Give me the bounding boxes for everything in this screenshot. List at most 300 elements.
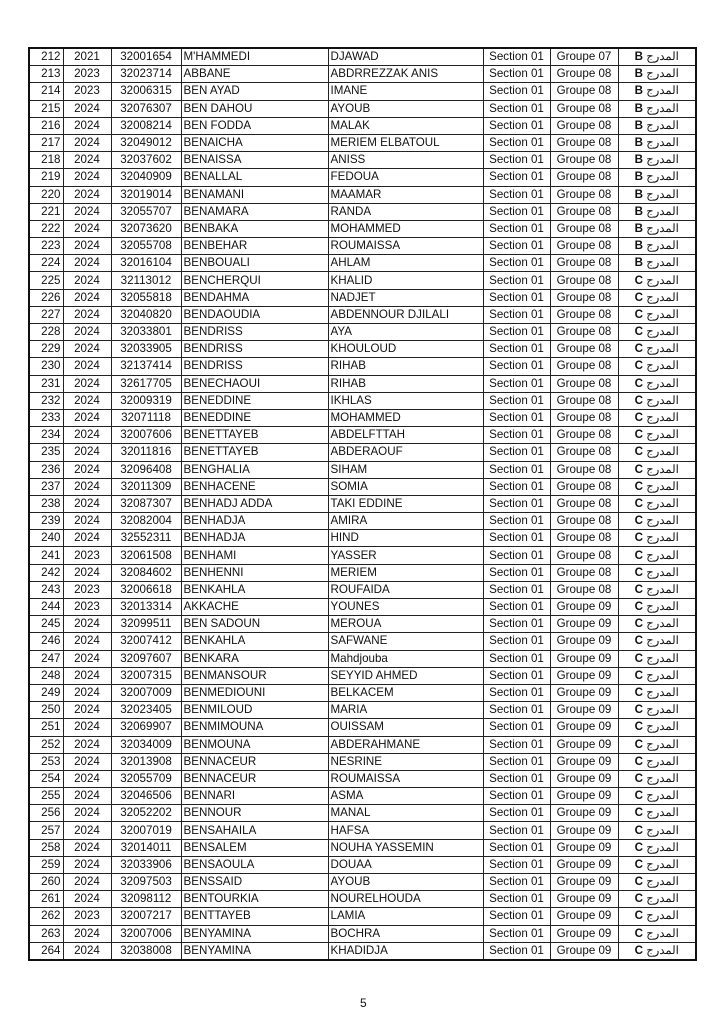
table-row <box>29 856 696 873</box>
row-number-cell: 230 <box>29 358 63 375</box>
hall-letter: C <box>634 875 643 889</box>
year-cell: 2024 <box>63 633 111 650</box>
last-name-cell: BEN FODDA <box>181 117 328 134</box>
table-row <box>29 874 696 891</box>
hall-letter: C <box>634 428 643 442</box>
student-id-cell: 32073620 <box>111 220 181 237</box>
groupe-cell: Groupe 09 <box>550 942 618 960</box>
section-cell: Section 01 <box>483 667 550 684</box>
hall-label: المدرج <box>646 806 679 820</box>
year-cell: 2024 <box>63 358 111 375</box>
first-name-cell: ABDELFTTAH <box>328 427 483 444</box>
table-row <box>29 289 696 306</box>
first-name-cell: NOURELHOUDA <box>328 891 483 908</box>
last-name-cell: BEN DAHOU <box>181 100 328 117</box>
hall-cell <box>618 409 696 426</box>
table-row <box>29 942 696 960</box>
groupe-cell: Groupe 09 <box>550 719 618 736</box>
student-id-cell: 32007217 <box>111 908 181 925</box>
last-name-cell: BEN AYAD <box>181 83 328 100</box>
groupe-cell: Groupe 09 <box>550 599 618 616</box>
first-name-cell: IMANE <box>328 83 483 100</box>
hall-cell <box>618 616 696 633</box>
hall-letter: B <box>634 153 643 167</box>
hall-cell <box>618 169 696 186</box>
hall-label: المدرج <box>646 686 679 700</box>
first-name-cell: RIHAB <box>328 358 483 375</box>
row-number-cell: 217 <box>29 134 63 151</box>
last-name-cell: BENAMARA <box>181 203 328 220</box>
section-cell: Section 01 <box>483 581 550 598</box>
row-number-cell: 259 <box>29 856 63 873</box>
first-name-cell: FEDOUA <box>328 169 483 186</box>
hall-letter: C <box>634 307 643 321</box>
student-id-cell: 32055707 <box>111 203 181 220</box>
first-name-cell: OUISSAM <box>328 719 483 736</box>
hall-cell <box>618 942 696 960</box>
section-cell: Section 01 <box>483 66 550 83</box>
table-row <box>29 616 696 633</box>
hall-letter: C <box>634 909 643 923</box>
hall-cell <box>618 255 696 272</box>
hall-cell <box>618 375 696 392</box>
row-number-cell: 228 <box>29 324 63 341</box>
section-cell: Section 01 <box>483 324 550 341</box>
groupe-cell: Groupe 08 <box>550 564 618 581</box>
section-cell: Section 01 <box>483 719 550 736</box>
hall-letter: C <box>634 565 643 579</box>
first-name-cell: HIND <box>328 530 483 547</box>
hall-label: المدرج <box>646 875 679 889</box>
row-number-cell: 234 <box>29 427 63 444</box>
groupe-cell: Groupe 09 <box>550 667 618 684</box>
hall-label: المدرج <box>646 565 679 579</box>
last-name-cell: BENMOUNA <box>181 736 328 753</box>
row-number-cell: 245 <box>29 616 63 633</box>
last-name-cell: BENDAHMA <box>181 289 328 306</box>
hall-letter: C <box>634 789 643 803</box>
first-name-cell: ABDERAOUF <box>328 444 483 461</box>
section-cell: Section 01 <box>483 461 550 478</box>
groupe-cell: Groupe 08 <box>550 152 618 169</box>
year-cell: 2024 <box>63 324 111 341</box>
groupe-cell: Groupe 08 <box>550 272 618 289</box>
section-cell: Section 01 <box>483 186 550 203</box>
first-name-cell: MERIEM <box>328 564 483 581</box>
table-row <box>29 117 696 134</box>
first-name-cell: MANAL <box>328 805 483 822</box>
hall-letter: C <box>634 823 643 837</box>
hall-label: المدرج <box>646 256 679 270</box>
row-number-cell: 236 <box>29 461 63 478</box>
student-id-cell: 32617705 <box>111 375 181 392</box>
section-cell: Section 01 <box>483 856 550 873</box>
groupe-cell: Groupe 08 <box>550 375 618 392</box>
hall-cell <box>618 925 696 942</box>
first-name-cell: ROUMAISSA <box>328 770 483 787</box>
table-row <box>29 152 696 169</box>
first-name-cell: MOHAMMED <box>328 220 483 237</box>
table-row <box>29 495 696 512</box>
first-name-cell: YASSER <box>328 547 483 564</box>
table-row <box>29 702 696 719</box>
hall-label: المدرج <box>646 273 679 287</box>
hall-cell <box>618 100 696 117</box>
section-cell: Section 01 <box>483 117 550 134</box>
first-name-cell: DOUAA <box>328 856 483 873</box>
groupe-cell: Groupe 09 <box>550 925 618 942</box>
student-id-cell: 32055818 <box>111 289 181 306</box>
row-number-cell: 232 <box>29 392 63 409</box>
section-cell: Section 01 <box>483 822 550 839</box>
groupe-cell: Groupe 08 <box>550 306 618 323</box>
hall-cell <box>618 289 696 306</box>
last-name-cell: BENETTAYEB <box>181 444 328 461</box>
table-row <box>29 392 696 409</box>
hall-cell <box>618 822 696 839</box>
hall-cell <box>618 272 696 289</box>
year-cell: 2024 <box>63 719 111 736</box>
hall-label: المدرج <box>646 67 679 81</box>
student-id-cell: 32046506 <box>111 788 181 805</box>
hall-cell <box>618 152 696 169</box>
table-row <box>29 100 696 117</box>
student-id-cell: 32137414 <box>111 358 181 375</box>
last-name-cell: ABBANE <box>181 66 328 83</box>
groupe-cell: Groupe 08 <box>550 324 618 341</box>
section-cell: Section 01 <box>483 702 550 719</box>
hall-label: المدرج <box>646 136 679 150</box>
year-cell: 2024 <box>63 770 111 787</box>
hall-cell <box>618 547 696 564</box>
hall-cell <box>618 702 696 719</box>
year-cell: 2024 <box>63 702 111 719</box>
student-id-cell: 32040909 <box>111 169 181 186</box>
hall-letter: B <box>634 101 643 115</box>
student-id-cell: 32008214 <box>111 117 181 134</box>
hall-cell <box>618 478 696 495</box>
row-number-cell: 257 <box>29 822 63 839</box>
hall-cell <box>618 203 696 220</box>
section-cell: Section 01 <box>483 925 550 942</box>
last-name-cell: BENMIMOUNA <box>181 719 328 736</box>
last-name-cell: BENECHAOUI <box>181 375 328 392</box>
year-cell: 2024 <box>63 461 111 478</box>
row-number-cell: 218 <box>29 152 63 169</box>
first-name-cell: MARIA <box>328 702 483 719</box>
first-name-cell: DJAWAD <box>328 48 483 66</box>
row-number-cell: 260 <box>29 874 63 891</box>
last-name-cell: BENAMANI <box>181 186 328 203</box>
hall-letter: B <box>634 136 643 150</box>
hall-label: المدرج <box>646 514 679 528</box>
groupe-cell: Groupe 08 <box>550 255 618 272</box>
last-name-cell: BENHADJA <box>181 513 328 530</box>
last-name-cell: BENEDDINE <box>181 392 328 409</box>
hall-cell <box>618 220 696 237</box>
hall-label: المدرج <box>646 703 679 717</box>
first-name-cell: BELKACEM <box>328 684 483 701</box>
hall-label: المدرج <box>646 668 679 682</box>
groupe-cell: Groupe 09 <box>550 856 618 873</box>
section-cell: Section 01 <box>483 788 550 805</box>
year-cell: 2024 <box>63 822 111 839</box>
year-cell: 2024 <box>63 152 111 169</box>
year-cell: 2024 <box>63 874 111 891</box>
last-name-cell: BENNACEUR <box>181 753 328 770</box>
groupe-cell: Groupe 09 <box>550 633 618 650</box>
row-number-cell: 229 <box>29 341 63 358</box>
table-row <box>29 375 696 392</box>
groupe-cell: Groupe 08 <box>550 581 618 598</box>
last-name-cell: BENTOURKIA <box>181 891 328 908</box>
last-name-cell: BENNARI <box>181 788 328 805</box>
last-name-cell: BENKAHLA <box>181 581 328 598</box>
student-id-cell: 32087307 <box>111 495 181 512</box>
groupe-cell: Groupe 08 <box>550 478 618 495</box>
section-cell: Section 01 <box>483 684 550 701</box>
row-number-cell: 243 <box>29 581 63 598</box>
row-number-cell: 225 <box>29 272 63 289</box>
row-number-cell: 237 <box>29 478 63 495</box>
hall-cell <box>618 684 696 701</box>
student-id-cell: 32033905 <box>111 341 181 358</box>
first-name-cell: ABDENNOUR DJILALI <box>328 306 483 323</box>
row-number-cell: 239 <box>29 513 63 530</box>
last-name-cell: BENHADJ ADDA <box>181 495 328 512</box>
year-cell: 2023 <box>63 908 111 925</box>
hall-label: المدرج <box>646 376 679 390</box>
student-id-cell: 32049012 <box>111 134 181 151</box>
groupe-cell: Groupe 09 <box>550 736 618 753</box>
groupe-cell: Groupe 09 <box>550 616 618 633</box>
student-id-cell: 32096408 <box>111 461 181 478</box>
hall-label: المدرج <box>646 428 679 442</box>
student-id-cell: 32097607 <box>111 650 181 667</box>
first-name-cell: ROUMAISSA <box>328 238 483 255</box>
table-row <box>29 564 696 581</box>
hall-label: المدرج <box>646 840 679 854</box>
row-number-cell: 212 <box>29 48 63 66</box>
groupe-cell: Groupe 07 <box>550 48 618 66</box>
hall-cell <box>618 874 696 891</box>
section-cell: Section 01 <box>483 444 550 461</box>
hall-label: المدرج <box>646 393 679 407</box>
groupe-cell: Groupe 09 <box>550 684 618 701</box>
groupe-cell: Groupe 09 <box>550 805 618 822</box>
hall-label: المدرج <box>646 50 679 64</box>
hall-label: المدرج <box>646 720 679 734</box>
table-row <box>29 83 696 100</box>
groupe-cell: Groupe 08 <box>550 409 618 426</box>
first-name-cell: ASMA <box>328 788 483 805</box>
hall-letter: B <box>634 50 643 64</box>
hall-letter: C <box>634 411 643 425</box>
groupe-cell: Groupe 08 <box>550 220 618 237</box>
section-cell: Section 01 <box>483 427 550 444</box>
row-number-cell: 224 <box>29 255 63 272</box>
year-cell: 2024 <box>63 925 111 942</box>
groupe-cell: Groupe 08 <box>550 427 618 444</box>
last-name-cell: BENSAOULA <box>181 856 328 873</box>
year-cell: 2021 <box>63 48 111 66</box>
last-name-cell: BENHACENE <box>181 478 328 495</box>
first-name-cell: NESRINE <box>328 753 483 770</box>
year-cell: 2024 <box>63 891 111 908</box>
row-number-cell: 246 <box>29 633 63 650</box>
hall-letter: C <box>634 892 643 906</box>
hall-label: المدرج <box>646 290 679 304</box>
section-cell: Section 01 <box>483 495 550 512</box>
hall-cell <box>618 599 696 616</box>
first-name-cell: AYOUB <box>328 100 483 117</box>
hall-label: المدرج <box>646 496 679 510</box>
groupe-cell: Groupe 08 <box>550 186 618 203</box>
hall-letter: C <box>634 686 643 700</box>
hall-label: المدرج <box>646 582 679 596</box>
student-list-table <box>28 47 697 961</box>
first-name-cell: TAKI EDDINE <box>328 495 483 512</box>
year-cell: 2024 <box>63 805 111 822</box>
table-row <box>29 788 696 805</box>
hall-cell <box>618 719 696 736</box>
groupe-cell: Groupe 08 <box>550 392 618 409</box>
student-id-cell: 32011309 <box>111 478 181 495</box>
hall-cell <box>618 667 696 684</box>
hall-label: المدرج <box>646 617 679 631</box>
row-number-cell: 231 <box>29 375 63 392</box>
hall-label: المدرج <box>646 531 679 545</box>
table-row <box>29 134 696 151</box>
last-name-cell: BENHADJA <box>181 530 328 547</box>
hall-letter: C <box>634 651 643 665</box>
table-body <box>29 48 696 960</box>
section-cell: Section 01 <box>483 599 550 616</box>
year-cell: 2024 <box>63 341 111 358</box>
table-row <box>29 513 696 530</box>
hall-letter: C <box>634 720 643 734</box>
student-id-cell: 32071118 <box>111 409 181 426</box>
last-name-cell: BENYAMINA <box>181 925 328 942</box>
hall-label: المدرج <box>646 857 679 871</box>
table-row <box>29 358 696 375</box>
first-name-cell: IKHLAS <box>328 392 483 409</box>
last-name-cell: BENMANSOUR <box>181 667 328 684</box>
first-name-cell: MERIEM ELBATOUL <box>328 134 483 151</box>
section-cell: Section 01 <box>483 942 550 960</box>
student-id-cell: 32055709 <box>111 770 181 787</box>
student-id-cell: 32552311 <box>111 530 181 547</box>
table-row <box>29 169 696 186</box>
student-id-cell: 32013908 <box>111 753 181 770</box>
section-cell: Section 01 <box>483 203 550 220</box>
table-row <box>29 633 696 650</box>
student-id-cell: 32082004 <box>111 513 181 530</box>
first-name-cell: MOHAMMED <box>328 409 483 426</box>
row-number-cell: 219 <box>29 169 63 186</box>
table-row <box>29 306 696 323</box>
student-id-cell: 32038008 <box>111 942 181 960</box>
year-cell: 2024 <box>63 478 111 495</box>
hall-label: المدرج <box>646 325 679 339</box>
hall-cell <box>618 461 696 478</box>
student-id-cell: 32006618 <box>111 581 181 598</box>
last-name-cell: M'HAMMEDI <box>181 48 328 66</box>
first-name-cell: NADJET <box>328 289 483 306</box>
hall-letter: C <box>634 548 643 562</box>
last-name-cell: BENDRISS <box>181 324 328 341</box>
row-number-cell: 238 <box>29 495 63 512</box>
year-cell: 2023 <box>63 83 111 100</box>
first-name-cell: BOCHRA <box>328 925 483 942</box>
groupe-cell: Groupe 08 <box>550 289 618 306</box>
year-cell: 2023 <box>63 547 111 564</box>
first-name-cell: AHLAM <box>328 255 483 272</box>
year-cell: 2024 <box>63 272 111 289</box>
groupe-cell: Groupe 08 <box>550 444 618 461</box>
last-name-cell: BENNOUR <box>181 805 328 822</box>
table-row <box>29 48 696 66</box>
hall-label: المدرج <box>646 445 679 459</box>
last-name-cell: BENHENNI <box>181 564 328 581</box>
hall-cell <box>618 770 696 787</box>
last-name-cell: BENMILOUD <box>181 702 328 719</box>
hall-letter: C <box>634 445 643 459</box>
section-cell: Section 01 <box>483 633 550 650</box>
hall-letter: C <box>634 342 643 356</box>
section-cell: Section 01 <box>483 100 550 117</box>
hall-letter: C <box>634 926 643 940</box>
hall-cell <box>618 427 696 444</box>
row-number-cell: 258 <box>29 839 63 856</box>
section-cell: Section 01 <box>483 306 550 323</box>
groupe-cell: Groupe 08 <box>550 100 618 117</box>
year-cell: 2024 <box>63 409 111 426</box>
hall-label: المدرج <box>646 359 679 373</box>
section-cell: Section 01 <box>483 152 550 169</box>
hall-letter: C <box>634 806 643 820</box>
table-row <box>29 805 696 822</box>
hall-label: المدرج <box>646 600 679 614</box>
section-cell: Section 01 <box>483 650 550 667</box>
hall-cell <box>618 736 696 753</box>
hall-cell <box>618 581 696 598</box>
year-cell: 2024 <box>63 100 111 117</box>
section-cell: Section 01 <box>483 478 550 495</box>
hall-label: المدرج <box>646 479 679 493</box>
section-cell: Section 01 <box>483 83 550 100</box>
last-name-cell: BENGHALIA <box>181 461 328 478</box>
student-id-cell: 32007009 <box>111 684 181 701</box>
first-name-cell: SIHAM <box>328 461 483 478</box>
student-id-cell: 32040820 <box>111 306 181 323</box>
hall-letter: B <box>634 170 643 184</box>
year-cell: 2024 <box>63 306 111 323</box>
hall-cell <box>618 908 696 925</box>
hall-label: المدرج <box>646 239 679 253</box>
hall-letter: C <box>634 703 643 717</box>
hall-label: المدرج <box>646 462 679 476</box>
hall-letter: C <box>634 393 643 407</box>
hall-letter: C <box>634 376 643 390</box>
student-id-cell: 32007606 <box>111 427 181 444</box>
table-row <box>29 409 696 426</box>
hall-label: المدرج <box>646 789 679 803</box>
student-id-cell: 32011816 <box>111 444 181 461</box>
student-id-cell: 32023405 <box>111 702 181 719</box>
row-number-cell: 220 <box>29 186 63 203</box>
hall-letter: C <box>634 771 643 785</box>
